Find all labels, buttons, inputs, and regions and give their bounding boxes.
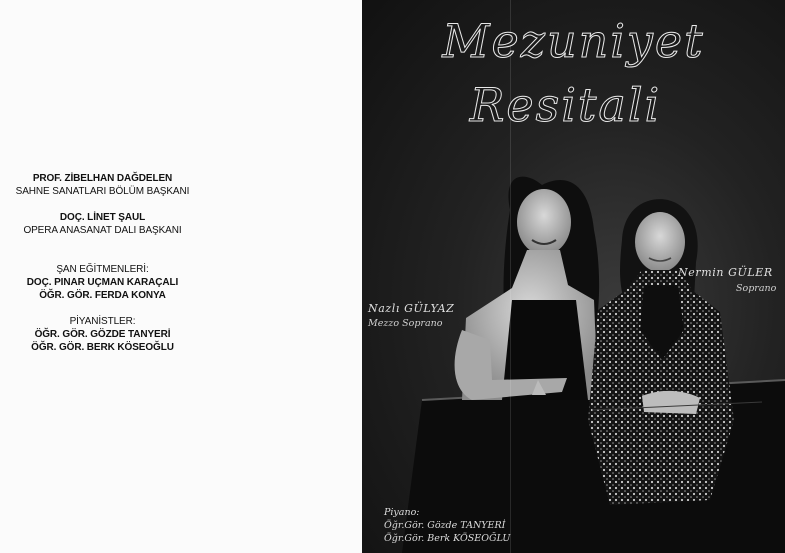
voice-teacher: ÖĞR. GÖR. FERDA KONYA bbox=[39, 290, 166, 301]
performer1-voice: Mezzo Soprano bbox=[368, 318, 443, 329]
performer2-voice: Soprano bbox=[736, 283, 777, 294]
piano-label: Piyano: bbox=[384, 507, 420, 518]
performer2-name: Nermin GÜLER bbox=[678, 266, 773, 279]
department-head-role: SAHNE SANATLARI BÖLÜM BAŞKANI bbox=[15, 186, 190, 197]
pianists-heading: PİYANİSTLER: bbox=[69, 316, 136, 327]
voice-teachers-heading: ŞAN EĞİTMENLERİ: bbox=[56, 264, 149, 275]
division-chair-name: DOÇ. LİNET ŞAUL bbox=[59, 212, 146, 223]
performer1-name: Nazlı GÜLYAZ bbox=[368, 302, 455, 315]
division-chair bbox=[0, 211, 205, 237]
department-head bbox=[0, 172, 205, 198]
voice-teacher: DOÇ. PINAR UÇMAN KARAÇALI bbox=[26, 277, 179, 288]
program-inside-page bbox=[0, 0, 362, 553]
pianist: ÖĞR. GÖR. BERK KÖSEOĞLU bbox=[31, 342, 174, 353]
pianist: ÖĞR. GÖR. GÖZDE TANYERİ bbox=[34, 329, 171, 340]
piano-credit-line: Öğr.Gör. Berk KÖSEOĞLU bbox=[384, 533, 511, 544]
program-credits bbox=[0, 172, 205, 367]
voice-teachers bbox=[0, 263, 205, 302]
program-cover bbox=[362, 0, 785, 553]
pianists bbox=[0, 315, 205, 354]
piano-credit-line: Öğr.Gör. Gözde TANYERİ bbox=[384, 520, 506, 531]
piano-credits bbox=[384, 506, 510, 545]
cover-title-line2: Resitali bbox=[469, 78, 662, 132]
department-head-name: PROF. ZİBELHAN DAĞDELEN bbox=[32, 173, 173, 184]
cover-title-line1: Mezuniyet bbox=[442, 14, 705, 68]
division-chair-role: OPERA ANASANAT DALI BAŞKANI bbox=[23, 225, 182, 236]
